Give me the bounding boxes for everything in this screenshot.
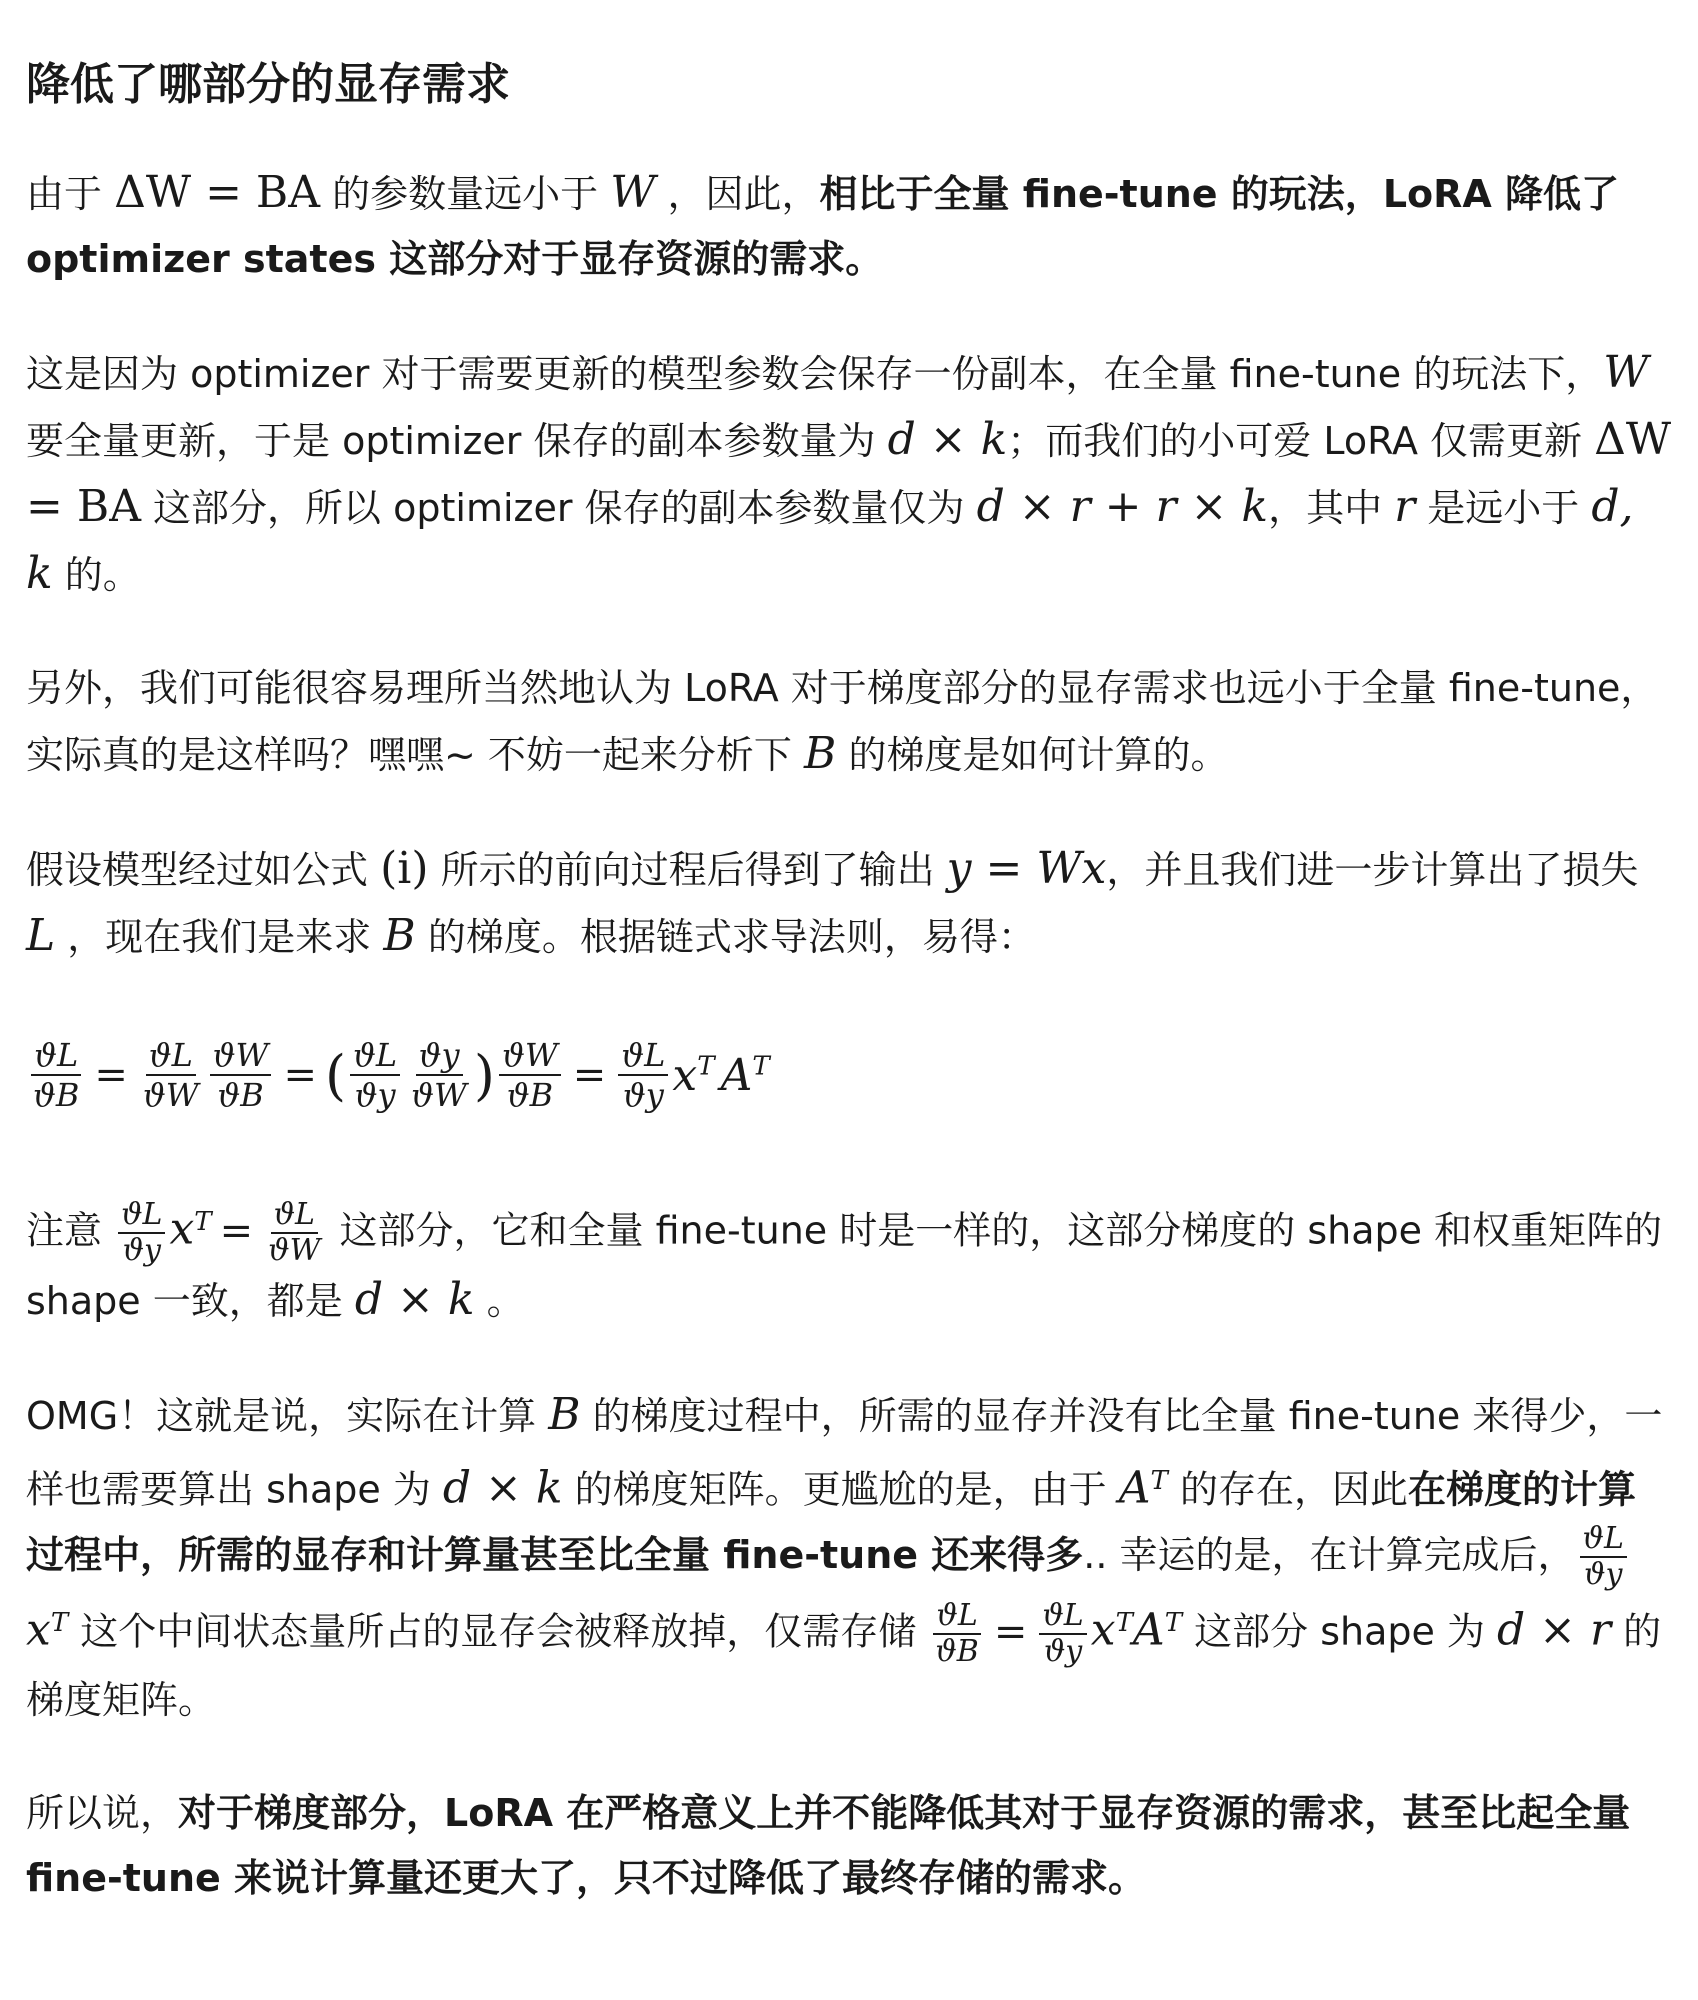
math-a-transpose: A	[1118, 1462, 1151, 1514]
fraction-dw-db: $\frac{ϑW}{ϑB}$	[210, 1037, 272, 1113]
math-y-eq-wx: y = Wx	[946, 843, 1107, 894]
paragraph-note: 注意 $\frac{ϑL}{ϑy}$ $x^T$ = $\frac{ϑL}{ϑW}$ 这部分，它和全量 fine-tune 时是一样的，这部分梯度的 shape 和权重矩阵的 shape 一致，都是 d × k 。	[26, 1197, 1663, 1326]
gradient-equation: $\frac{ϑL}{ϑB}$ = $\frac{ϑL}{ϑW}$ $\frac{ϑW}{ϑB}$ = ( $\frac{ϑL}{ϑy}$ $\frac{ϑy}{ϑW}$ ) $\frac{ϑW}{ϑB}$ = $\frac{ϑL}{ϑy}$ $x^T$ $A^T$	[26, 1020, 1672, 1130]
paragraph-gradient-question: 另外，我们可能很容易理所当然地认为 LoRA 对于梯度部分的显存需求也远小于全量 fine-tune，实际真的是这样吗？嘿嘿~ 不妨一起来分析下 B 的梯度是如何计算的。	[26, 666, 1659, 779]
math-l: L	[26, 910, 56, 961]
paragraph-optimizer-copy: 这是因为 optimizer 对于需要更新的模型参数会保存一份副本，在全量 fine-tune 的玩法下，W 要全量更新，于是 optimizer 保存的副本参数量为 d × k；而我们的小可爱 LoRA 仅需更新 ΔW = BA 这部分，所以 optimizer 保存的副本参数量仅为 d × r + r × k，其中 r 是远小于 d, k 的。	[26, 347, 1672, 599]
fraction-dl-dy: $\frac{ϑL}{ϑy}$	[1039, 1600, 1086, 1668]
fraction-dl-db: $\frac{ϑL}{ϑB}$	[33, 1036, 80, 1114]
fraction-dl-dy: $\frac{ϑL}{ϑy}$	[118, 1199, 165, 1267]
math-d-times-k: d × k	[442, 1462, 563, 1514]
math-delta-w-eq-ba: ΔW = BA	[26, 414, 1672, 532]
a-transpose: $A^T$	[720, 1049, 770, 1101]
paragraph-omg: OMG！这就是说，实际在计算 B 的梯度过程中，所需的显存并没有比全量 fine-tune 来得少，一样也需要算出 shape 为 d × k 的梯度矩阵。更尴尬的是，由于 $A^T$ 的存在，因此在梯度的计算过程中，所需的显存和计算量甚至比全量 fine-tune 还来得多.. 幸运的是，在计算完成后， $\frac{ϑL}{ϑy}$ $x^T$ 这个中间状态量所占的显存会被释放掉，仅需存储 $\frac{ϑL}{ϑB}$ = $\frac{ϑL}{ϑy}$ $x^TA^T$ 这部分 shape 为 d × r 的梯度矩阵。	[26, 1389, 1663, 1723]
fraction-dl-dw: $\frac{ϑL}{ϑW}$	[268, 1197, 321, 1269]
fraction-dl-db: $\frac{ϑL}{ϑB}$	[935, 1598, 979, 1670]
fraction-dl-dw: $\frac{ϑL}{ϑW}$	[142, 1036, 199, 1114]
math-d-times-r: d × r	[1497, 1604, 1612, 1656]
math-r: r	[1394, 481, 1416, 532]
fraction-dl-dy: $\frac{ϑL}{ϑy}$	[618, 1037, 668, 1113]
math-b: B	[383, 910, 416, 961]
math-delta-w-eq-ba: ΔW = BA	[114, 167, 321, 218]
math-b: B	[804, 728, 837, 779]
bold-summary: 对于梯度部分，LoRA 在严格意义上并不能降低其对于显存资源的需求，甚至比起全量 fine-tune 来说计算量还更大了，只不过降低了最终存储的需求。	[26, 1791, 1631, 1901]
paragraph-optimizer-states: 由于 ΔW = BA 的参数量远小于 W ，因此，相比于全量 fine-tune 的玩法，LoRA 降低了 optimizer states 这部分对于显存资源的需求。	[26, 167, 1620, 281]
fraction-dw-db: $\frac{ϑW}{ϑB}$	[499, 1037, 561, 1113]
fraction-dy-dw: $\frac{ϑy}{ϑW}$	[411, 1036, 467, 1114]
math-w: W	[610, 167, 656, 218]
article	[26, 50, 1672, 1911]
math-dr-plus-rk: d × r + r × k	[976, 481, 1269, 532]
fraction-dl-dy: $\frac{ϑL}{ϑy}$	[350, 1037, 400, 1113]
math-d-k: d, k	[26, 481, 1634, 599]
math-b: B	[548, 1389, 581, 1441]
x-transpose: $x^T$	[672, 1049, 715, 1101]
math-d-times-k: d × k	[887, 414, 1008, 465]
math-formula-i: (i)	[380, 843, 429, 894]
math-w: W	[1603, 347, 1649, 398]
fraction-dl-dy: $\frac{ϑL}{ϑy}$	[1580, 1523, 1627, 1591]
bold-gradient-cost: 在梯度的计算过程中，所需的显存和计算量甚至比全量 fine-tune 还来得多	[26, 1467, 1636, 1577]
math-d-times-k: d × k	[354, 1274, 475, 1326]
paragraph-summary: 所以说，对于梯度部分，LoRA 在严格意义上并不能降低其对于显存资源的需求，甚至比起全量 fine-tune 来说计算量还更大了，只不过降低了最终存储的需求。	[26, 1791, 1631, 1901]
bold-conclusion: 相比于全量 fine-tune 的玩法，LoRA 降低了 optimizer states 这部分对于显存资源的需求。	[26, 172, 1620, 281]
section-heading: 降低了哪部分的显存需求	[26, 59, 510, 110]
paragraph-chain-rule: 假设模型经过如公式 (i) 所示的前向过程后得到了输出 y = Wx，并且我们进一步计算出了损失 L ，现在我们是来求 B 的梯度。根据链式求导法则，易得：	[26, 843, 1639, 961]
